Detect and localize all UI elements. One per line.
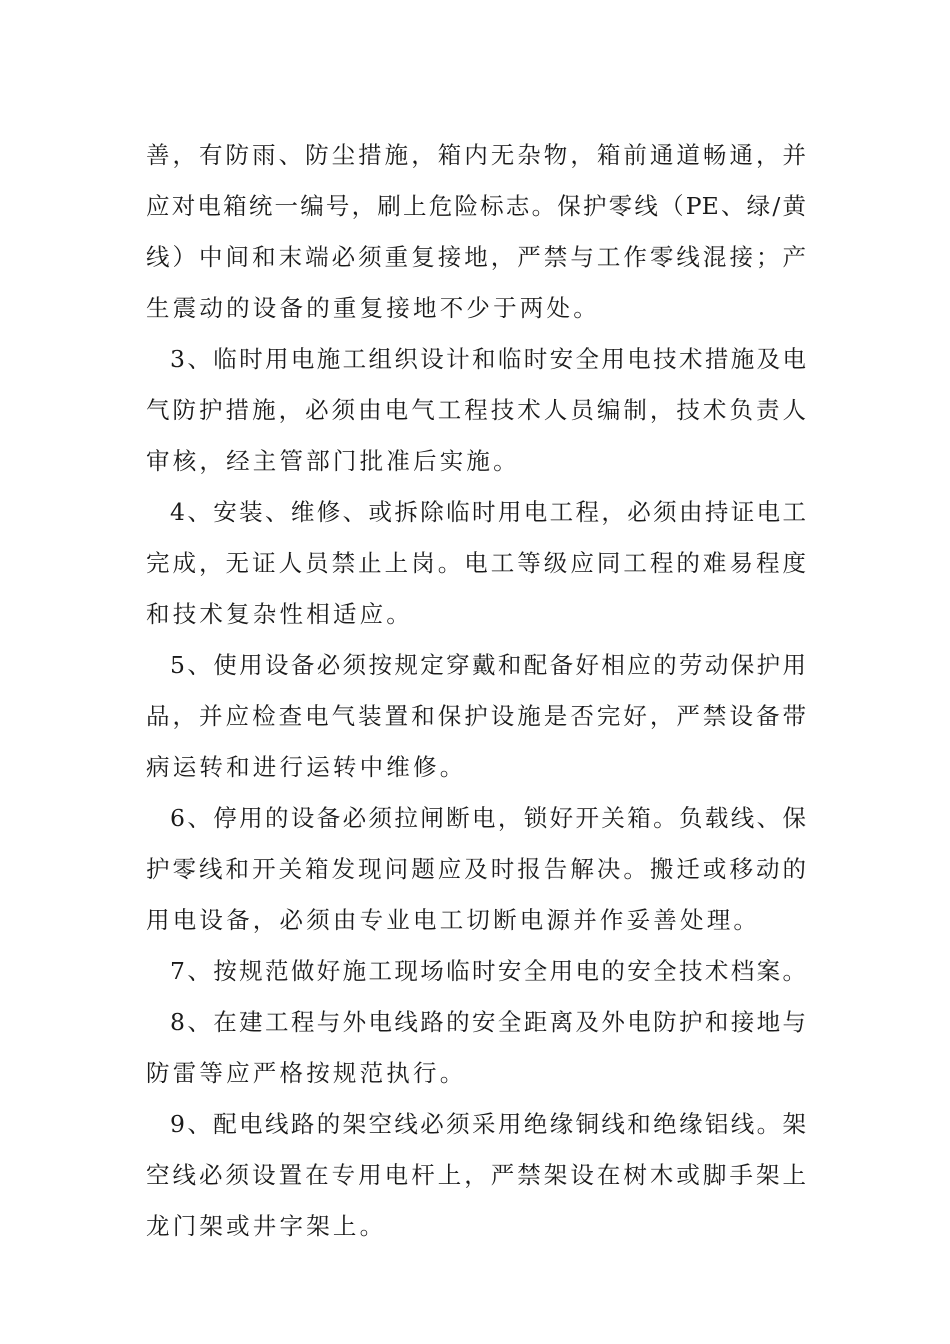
text-line: 龙门架或井字架上。	[146, 1212, 387, 1240]
text-line: 完成，无证人员禁止上岗。电工等级应同工程的难易程度	[146, 549, 806, 577]
text-line: 7、按规范做好施工现场临时安全用电的安全技术档案。	[170, 957, 806, 985]
text-line: 审核，经主管部门批准后实施。	[146, 447, 520, 475]
paragraph-item-4	[146, 487, 806, 640]
text-line: 9、配电线路的架空线必须采用绝缘铜线和绝缘铝线。架	[170, 1110, 806, 1138]
text-line: 用电设备，必须由专业电工切断电源并作妥善处理。	[146, 906, 761, 934]
paragraph-item-9	[146, 1099, 806, 1252]
text-line: 品，并应检查电气装置和保护设施是否完好，严禁设备带	[146, 702, 806, 730]
text-line: 病运转和进行运转中维修。	[146, 753, 467, 781]
text-line: 防雷等应严格按规范执行。	[146, 1059, 467, 1087]
text-line: 8、在建工程与外电线路的安全距离及外电防护和接地与	[170, 1008, 806, 1036]
text-line: 善，有防雨、防尘措施，箱内无杂物，箱前通道畅通，并	[146, 141, 806, 169]
text-line: 气防护措施，必须由电气工程技术人员编制，技术负责人	[146, 396, 806, 424]
text-line: 6、停用的设备必须拉闸断电，锁好开关箱。负载线、保	[170, 804, 806, 832]
text-line: 和技术复杂性相适应。	[146, 600, 413, 628]
paragraph-item-5	[146, 640, 806, 793]
text-line: 线）中间和末端必须重复接地，严禁与工作零线混接；产	[146, 243, 806, 271]
paragraph-continuation	[146, 130, 806, 334]
text-line: 4、安装、维修、或拆除临时用电工程，必须由持证电工	[170, 498, 806, 526]
text-line: 空线必须设置在专用电杆上，严禁架设在树木或脚手架上	[146, 1161, 806, 1189]
text-line: 5、使用设备必须按规定穿戴和配备好相应的劳动保护用	[170, 651, 806, 679]
paragraph-item-6	[146, 793, 806, 946]
text-line: 3、临时用电施工组织设计和临时安全用电技术措施及电	[170, 345, 806, 373]
text-line: 护零线和开关箱发现问题应及时报告解决。搬迁或移动的	[146, 855, 806, 883]
document-page	[146, 130, 806, 1252]
paragraph-item-3	[146, 334, 806, 487]
paragraph-item-8	[146, 997, 806, 1099]
text-line: 生震动的设备的重复接地不少于两处。	[146, 294, 600, 322]
paragraph-item-7	[146, 946, 806, 997]
text-line: 应对电箱统一编号，刷上危险标志。保护零线（PE、绿/黄	[146, 192, 806, 220]
